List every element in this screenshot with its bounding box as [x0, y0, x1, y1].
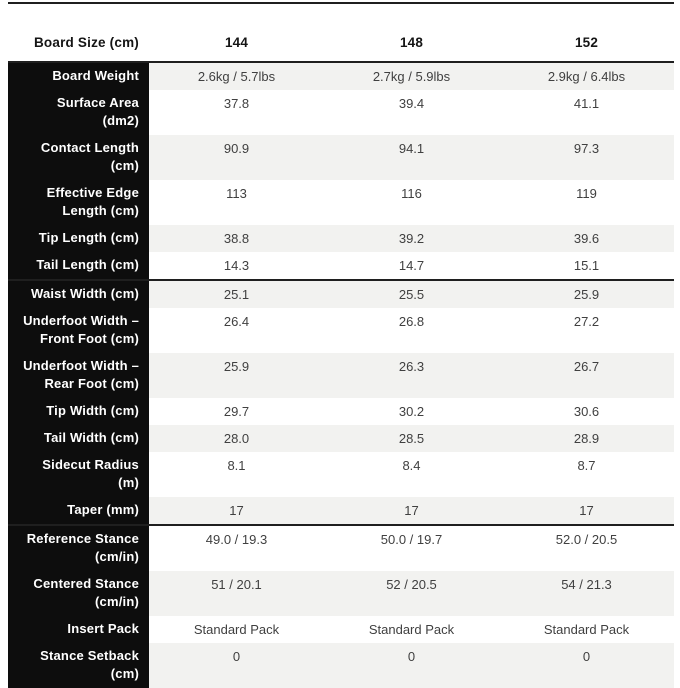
- cell-value: 97.3: [499, 135, 674, 180]
- table-row: [8, 525, 674, 571]
- cell-value: 8.4: [324, 452, 499, 497]
- row-label: Waist Width (cm): [8, 280, 149, 308]
- cell-value: 28.9: [499, 425, 674, 452]
- table-row: [8, 135, 674, 180]
- header-size-148: 148: [324, 4, 499, 62]
- table-row: [8, 225, 674, 252]
- cell-value: 30.6: [499, 398, 674, 425]
- cell-value: Standard Pack: [324, 616, 499, 643]
- board-spec-table: [8, 4, 674, 688]
- row-label: Stance Setback (cm): [8, 643, 149, 688]
- table-row: [8, 280, 674, 308]
- cell-value: 116: [324, 180, 499, 225]
- cell-value: 17: [499, 497, 674, 525]
- cell-value: Standard Pack: [149, 616, 324, 643]
- cell-value: 38.8: [149, 225, 324, 252]
- row-label: Centered Stance (cm/in): [8, 571, 149, 616]
- row-label: Reference Stance (cm/in): [8, 525, 149, 571]
- cell-value: 39.6: [499, 225, 674, 252]
- cell-value: 25.5: [324, 280, 499, 308]
- cell-value: 90.9: [149, 135, 324, 180]
- cell-value: 0: [149, 643, 324, 688]
- spec-table-container: [8, 2, 674, 688]
- row-label: Underfoot Width – Front Foot (cm): [8, 308, 149, 353]
- row-label: Tail Length (cm): [8, 252, 149, 280]
- row-label: Effective Edge Length (cm): [8, 180, 149, 225]
- header-board-size-label: Board Size (cm): [8, 4, 149, 62]
- table-row: [8, 308, 674, 353]
- table-row: [8, 398, 674, 425]
- cell-value: 2.9kg / 6.4lbs: [499, 62, 674, 90]
- cell-value: 2.7kg / 5.9lbs: [324, 62, 499, 90]
- cell-value: 26.3: [324, 353, 499, 398]
- cell-value: 54 / 21.3: [499, 571, 674, 616]
- table-row: [8, 616, 674, 643]
- cell-value: 52 / 20.5: [324, 571, 499, 616]
- table-row: [8, 90, 674, 135]
- cell-value: 49.0 / 19.3: [149, 525, 324, 571]
- row-label: Surface Area (dm2): [8, 90, 149, 135]
- cell-value: 26.4: [149, 308, 324, 353]
- cell-value: 17: [149, 497, 324, 525]
- cell-value: 119: [499, 180, 674, 225]
- table-row: [8, 643, 674, 688]
- row-label: Sidecut Radius (m): [8, 452, 149, 497]
- cell-value: 26.7: [499, 353, 674, 398]
- row-label: Taper (mm): [8, 497, 149, 525]
- cell-value: 28.5: [324, 425, 499, 452]
- cell-value: 94.1: [324, 135, 499, 180]
- cell-value: 2.6kg / 5.7lbs: [149, 62, 324, 90]
- table-row: [8, 62, 674, 90]
- cell-value: 0: [499, 643, 674, 688]
- table-body: [8, 62, 674, 688]
- cell-value: 27.2: [499, 308, 674, 353]
- cell-value: 51 / 20.1: [149, 571, 324, 616]
- cell-value: 39.2: [324, 225, 499, 252]
- row-label: Underfoot Width – Rear Foot (cm): [8, 353, 149, 398]
- table-row: [8, 571, 674, 616]
- cell-value: 26.8: [324, 308, 499, 353]
- cell-value: 25.9: [499, 280, 674, 308]
- cell-value: 17: [324, 497, 499, 525]
- row-label: Tip Length (cm): [8, 225, 149, 252]
- cell-value: 8.1: [149, 452, 324, 497]
- cell-value: 30.2: [324, 398, 499, 425]
- cell-value: 52.0 / 20.5: [499, 525, 674, 571]
- row-label: Contact Length (cm): [8, 135, 149, 180]
- table-row: [8, 180, 674, 225]
- header-size-152: 152: [499, 4, 674, 62]
- cell-value: 113: [149, 180, 324, 225]
- header-row: [8, 4, 674, 62]
- cell-value: 14.7: [324, 252, 499, 280]
- cell-value: 0: [324, 643, 499, 688]
- header-size-144: 144: [149, 4, 324, 62]
- row-label: Board Weight: [8, 62, 149, 90]
- row-label: Tail Width (cm): [8, 425, 149, 452]
- cell-value: 39.4: [324, 90, 499, 135]
- table-row: [8, 353, 674, 398]
- cell-value: 14.3: [149, 252, 324, 280]
- cell-value: Standard Pack: [499, 616, 674, 643]
- cell-value: 15.1: [499, 252, 674, 280]
- row-label: Tip Width (cm): [8, 398, 149, 425]
- cell-value: 25.1: [149, 280, 324, 308]
- table-row: [8, 452, 674, 497]
- cell-value: 41.1: [499, 90, 674, 135]
- cell-value: 50.0 / 19.7: [324, 525, 499, 571]
- cell-value: 37.8: [149, 90, 324, 135]
- table-header: [8, 4, 674, 62]
- cell-value: 29.7: [149, 398, 324, 425]
- cell-value: 28.0: [149, 425, 324, 452]
- cell-value: 25.9: [149, 353, 324, 398]
- table-row: [8, 252, 674, 280]
- cell-value: 8.7: [499, 452, 674, 497]
- table-row: [8, 497, 674, 525]
- table-row: [8, 425, 674, 452]
- row-label: Insert Pack: [8, 616, 149, 643]
